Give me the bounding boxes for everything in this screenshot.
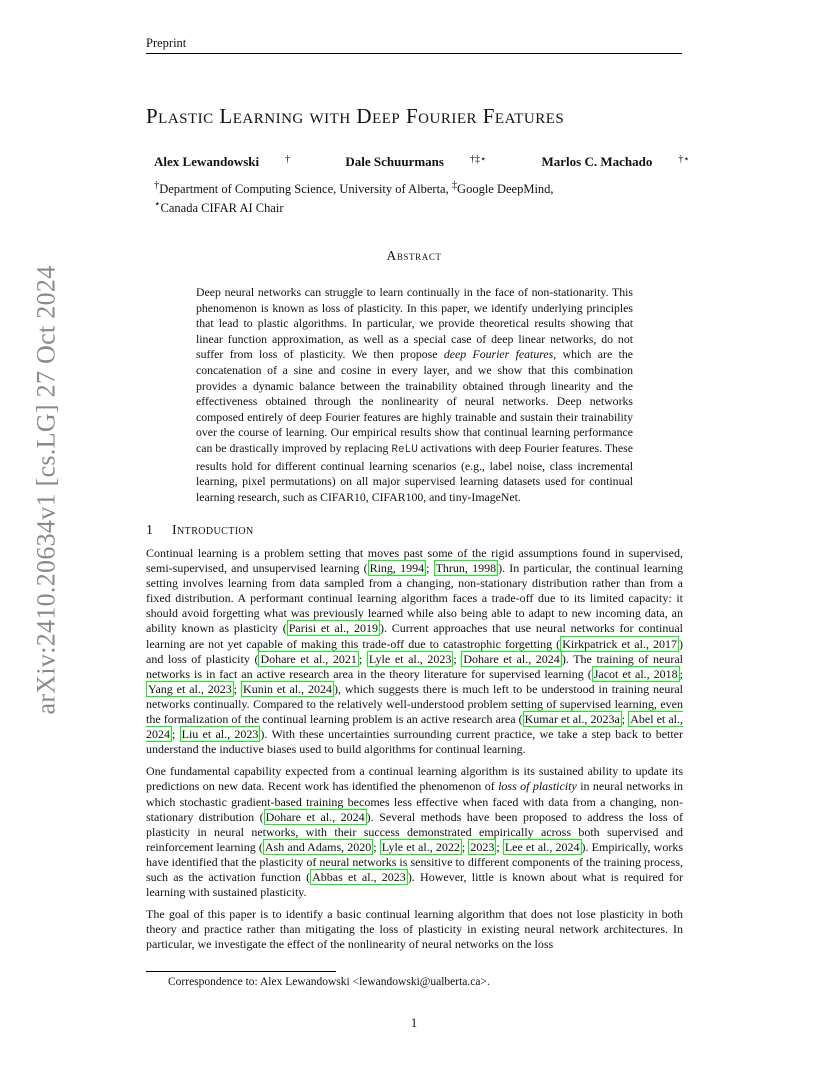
affiliation-line-1 — [154, 178, 674, 197]
footnote: Correspondence to: Alex Lewandowski <lewandowski@ualberta.ca>. — [168, 976, 490, 988]
para-text: ). With these uncertainties surrounding current practice, we take a step back to better understand the inductive biases used to build algorithms for continual learning. — [146, 727, 684, 757]
affiliation-line-2 — [154, 197, 674, 216]
intro-body — [146, 546, 683, 959]
section-title: Introduction — [172, 523, 254, 538]
author-3 — [541, 154, 715, 169]
citation-link[interactable]: Dohare et al., 2024 — [463, 651, 560, 666]
paper-title — [146, 104, 706, 129]
citation-link[interactable]: Kunin et al., 2024 — [243, 681, 333, 696]
affil-mark: ‡ — [451, 180, 458, 191]
para-text: ). Empirically, works have identified that the plasticity of neural networks is sensitive to different components of the training process, such as the activation function ( — [146, 839, 684, 884]
para-text: ; — [233, 681, 242, 696]
citation-link[interactable]: Dohare et al., 2021 — [260, 651, 357, 666]
section-heading — [146, 523, 254, 539]
citation-link[interactable]: Lee et al., 2024 — [504, 839, 580, 854]
abstract-text: , which are the concatenation of a sine and cosine in every layer, and we show that this combination provides a dynamic balance between the trainability obtained through linearity and the effectiveness obtained through the nonlinearity of neural networks. Deep networks composed entirely of deep Fourier features are highly trainable and sustain their trainability over the course of learning. Our empirical results show that continual learning performance can be drastically improved by replacing — [196, 347, 633, 455]
para-text: ). In particular, the continual learning setting involves learning from data sampled from a changing, non-stationary distribution rather than from a fixed distribution. A performant continual learning algorithm faces a trade-off due to its limited capacity: it should avoid forgetting what was previously learned while also being able to adapt to new incoming data, an ability known as plasticity ( — [146, 561, 684, 636]
author-mark: †‡⋆ — [469, 154, 487, 165]
page-number: 1 — [410, 1016, 418, 1030]
para-emphasis: loss of plasticity — [498, 779, 577, 794]
para-text: ; — [172, 727, 180, 742]
para-text: ; — [621, 712, 629, 727]
para-text: in neural networks in which stochastic gradient-based training becomes less effective when faced with data from a changing, non-stationary distribution ( — [146, 779, 684, 824]
author-1 — [154, 154, 316, 169]
citation-link[interactable]: Lyle et al., 2023 — [368, 651, 452, 666]
paper-title-text: Plastic Learning with Deep Fourier Features — [146, 104, 565, 128]
abstract-heading-text: Abstract — [386, 248, 442, 263]
para-text: ). The training of neural networks is in fact an active research area in the theory literature for supervised learning ( — [146, 651, 684, 681]
para-text: One fundamental capability expected from a continual learning algorithm is its sustained ability to update its predictions on new data. Recent work has identified the phenomenon of — [146, 764, 683, 794]
citation-link[interactable]: Parisi et al., 2019 — [288, 621, 378, 636]
para-text: ). However, little is known about what is required for learning with sustained plasticity. — [146, 869, 684, 900]
affil-text: Google DeepMind, — [457, 182, 554, 197]
abstract-heading — [146, 248, 682, 264]
para-text: ) and loss of plasticity ( — [146, 636, 683, 666]
affil-mark: † — [154, 180, 160, 191]
intro-paragraph — [146, 907, 683, 952]
author-list — [154, 154, 690, 170]
para-text: ), which suggests there is much left to be understood in training neural networks continually. Compared to the relatively well-understood problem setting of supervised learning, even the formalization of the continual learning problem is an active research area ( — [146, 681, 683, 727]
citation-link[interactable]: 2023 — [470, 839, 495, 854]
citation-link[interactable]: Ring, 1994 — [369, 561, 425, 576]
citation-link[interactable]: Ash and Adams, 2020 — [264, 839, 372, 854]
affil-text: Canada CIFAR AI Chair — [160, 201, 284, 216]
citation-link[interactable]: Kirkpatrick et al., 2017 — [562, 636, 677, 651]
para-text: ; — [373, 839, 380, 854]
affiliations — [154, 178, 674, 216]
para-text: ; — [426, 561, 434, 576]
intro-paragraph — [146, 764, 683, 900]
footnote-rule — [146, 971, 336, 972]
author-mark: †⋆ — [678, 154, 690, 165]
author-mark: † — [285, 154, 291, 165]
para-text: ). Several methods have been proposed to address the loss of plasticity in neural networks, with their success demonstrated empirically across both supervised and reinforcement learning ( — [146, 809, 684, 854]
citation-link[interactable]: Yang et al., 2023 — [148, 681, 232, 696]
citation-link[interactable]: Dohare et al., 2024 — [265, 809, 365, 824]
arxiv-stamp[interactable]: arXiv:2410.20634v1 [cs.LG] 27 Oct 2024 — [31, 265, 60, 715]
affil-mark: ⋆ — [154, 199, 161, 211]
author-name: Alex Lewandowski — [154, 154, 260, 169]
para-text: The goal of this paper is to identify a basic continual learning algorithm that does not lose plasticity in both theory and practice rather than mitigating the loss of plasticity in existing neural network architectures. In particular, we investigate the effect of the nonlinearity of neural networks on the loss — [146, 907, 683, 952]
citation-link[interactable]: Liu et al., 2023 — [181, 727, 259, 742]
abstract-text: Deep neural networks can struggle to learn continually in the face of non-stationarity. This phenomenon is known as loss of plasticity. In this paper, we identify underlying principles that lead to plastic algorithms. In particular, we provide theoretical results showing that linear function approximation, as well as a special case of deep linear networks, do not suffer from loss of plasticity. We then propose — [196, 285, 633, 362]
abstract-code: ReLU — [391, 443, 418, 456]
arxiv-stamp-container — [22, 265, 70, 715]
citation-link[interactable]: Jacot et al., 2018 — [593, 666, 678, 681]
author-name: Dale Schuurmans — [345, 154, 444, 169]
para-text: ). Current approaches that use neural networks for continual learning are not yet capable of making this trade-off due to catastrophic forgetting ( — [146, 621, 684, 651]
citation-link[interactable]: Kumar et al., 2023a — [524, 712, 620, 727]
section-number: 1 — [146, 523, 154, 538]
citation-link[interactable]: Lyle et al., 2022 — [381, 839, 460, 854]
intro-paragraph — [146, 546, 683, 757]
citation-link[interactable]: Abel et al., 2024 — [146, 712, 683, 742]
para-text: ; — [496, 839, 503, 854]
running-head: Preprint — [146, 36, 682, 54]
author-2 — [345, 154, 512, 169]
abstract-text: activations with deep Fourier features. These results hold for different continual learning scenarios (e.g., label noise, class incremental learning, pixel permutations) on all major supervised learning datasets used for continual learning research, such as CIFAR10, CIFAR100, and tiny-ImageNet. — [196, 440, 633, 504]
para-text: ; — [461, 839, 469, 854]
para-text: ; — [453, 651, 462, 666]
citation-link[interactable]: Abbas et al., 2023 — [312, 869, 406, 884]
author-name: Marlos C. Machado — [541, 154, 653, 169]
affil-text: Department of Computing Science, University of Alberta, — [159, 182, 452, 197]
para-text: ; — [358, 651, 367, 666]
citation-link[interactable]: Thrun, 1998 — [435, 561, 497, 576]
para-text: Continual learning is a problem setting that moves past some of the rigid assumptions found in supervised, semi-supervised, and unsupervised learning ( — [146, 546, 683, 576]
abstract-body — [196, 285, 633, 505]
para-text: ; — [679, 666, 683, 681]
abstract-term: deep Fourier features — [443, 347, 554, 362]
